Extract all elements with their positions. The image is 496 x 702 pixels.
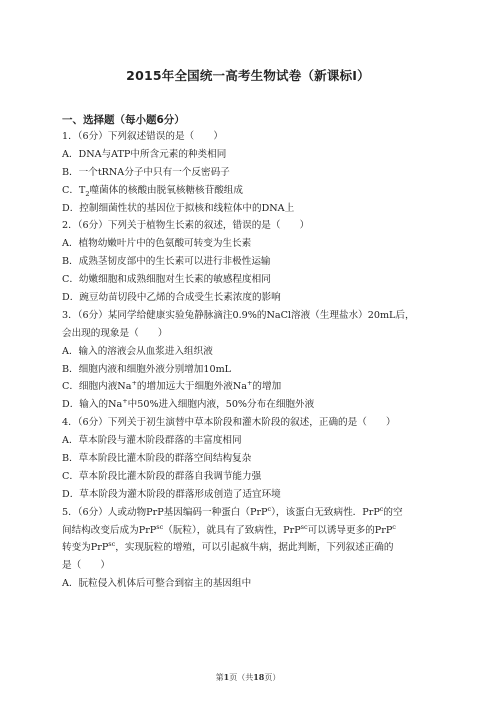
- line-fragment: A．草本阶段与灌木阶段群落的丰富度相同: [62, 435, 242, 447]
- section-heading: 一、选择题（每小题6分）: [62, 114, 185, 126]
- text-line-q5cont1: [62, 522, 434, 540]
- text-line-q5: [62, 504, 434, 522]
- text-line-q3cont: [62, 325, 434, 343]
- text-line-q3d: [62, 396, 434, 414]
- line-fragment: 是（ ）: [62, 560, 110, 572]
- text-line-q2: [62, 217, 434, 235]
- text-line-q1c_pre: [62, 182, 434, 200]
- line-fragment: sc: [300, 522, 308, 531]
- line-fragment: A．朊粒侵入机体后可整合到宿主的基因组中: [62, 578, 252, 590]
- text-line-q4b: [62, 450, 434, 468]
- line-fragment: +: [246, 379, 253, 388]
- line-fragment: 2: [85, 189, 90, 198]
- footer-prefix: 第: [215, 673, 224, 682]
- text-line-q4: [62, 414, 434, 432]
- line-fragment: 中50%进入细胞内液，50%分布在细胞外液: [127, 399, 315, 411]
- text-line-q4d: [62, 486, 434, 504]
- line-fragment: C．幼嫩细胞和成熟细胞对生长素的敏感程度相同: [62, 274, 271, 286]
- line-fragment: D．控制细菌性状的基因位于拟核和线粒体中的DNA上: [62, 202, 295, 214]
- text-line-q3c: [62, 378, 434, 396]
- line-fragment: C．细胞内液Na: [62, 381, 132, 393]
- line-fragment: c: [267, 504, 272, 513]
- line-fragment: 可以诱导更多的PrP: [307, 524, 393, 536]
- line-fragment: 间结构改变后成为PrP: [62, 524, 157, 536]
- line-fragment: c: [392, 522, 396, 531]
- line-fragment: sc: [156, 522, 164, 531]
- page-title: 2015年全国统一高考生物试卷（新课标Ⅰ）: [126, 68, 370, 83]
- text-line-q1d: [62, 200, 434, 218]
- line-fragment: ，实现朊粒的增殖，可以引起疯牛病，据此判断，下列叙述正确的: [115, 542, 394, 554]
- text-line-q3a: [62, 343, 434, 361]
- line-fragment: 5．（6分）人或动物PrP基因编码一种蛋白（PrP: [62, 506, 268, 518]
- line-fragment: 会出现的现象是（ ）: [62, 327, 168, 339]
- text-line-q1b: [62, 164, 434, 182]
- line-fragment: A．植物幼嫩叶片中的色氨酸可转变为生长素: [62, 238, 252, 250]
- line-fragment: C．T: [62, 184, 86, 196]
- line-fragment: B．一个tRNA分子中只有一个反密码子: [62, 166, 230, 178]
- line-fragment: B．草本阶段比灌木阶段的群落空间结构复杂: [62, 453, 252, 465]
- line-fragment: A．输入的溶液会从血浆进入组织液: [62, 345, 213, 357]
- line-fragment: ），该蛋白无致病性．PrP: [271, 506, 380, 518]
- line-fragment: （朊粒），就具有了致病性，PrP: [163, 524, 301, 536]
- text-line-q4a: [62, 432, 434, 450]
- text-line-q4c: [62, 468, 434, 486]
- line-fragment: sc: [108, 540, 116, 549]
- line-fragment: 4．（6分）下列关于初生演替中草本阶段和灌木阶段的叙述，正确的是（ ）: [62, 417, 396, 429]
- line-fragment: 的增加: [252, 381, 282, 393]
- footer-page-number: 1: [223, 672, 230, 682]
- line-fragment: D．豌豆幼苗切段中乙烯的合成受生长素浓度的影响: [62, 292, 281, 304]
- text-line-q2d: [62, 289, 434, 307]
- line-fragment: 1．（6分）下列叙述错误的是（ ）: [62, 131, 223, 142]
- line-fragment: 的增加远大于细胞外液Na: [136, 381, 247, 393]
- line-fragment: A．DNA与ATP中所含元素的种类相同: [62, 148, 227, 160]
- line-fragment: +: [122, 397, 128, 406]
- text-line-q2a: [62, 235, 434, 253]
- text-line-q2b: [62, 253, 434, 271]
- text-line-q1: [62, 128, 434, 146]
- footer-total-pages: 18: [253, 672, 265, 682]
- text-line-q5a: [62, 575, 434, 593]
- page-footer: [0, 672, 496, 683]
- text-line-q5cont2: [62, 539, 434, 557]
- line-fragment: 的空: [383, 506, 403, 518]
- line-fragment: B．细胞内液和细胞外液分别增加10mL: [62, 363, 232, 375]
- line-fragment: +: [131, 379, 137, 388]
- line-fragment: B．成熟茎韧皮部中的生长素可以进行非极性运输: [62, 256, 271, 268]
- text-line-q5cont3: [62, 557, 434, 575]
- line-fragment: C．草本阶段比灌木阶段的群落自我调节能力强: [62, 470, 262, 482]
- question-list: [62, 128, 434, 593]
- text-line-q2c: [62, 271, 434, 289]
- line-fragment: 转变为PrP: [62, 542, 109, 554]
- footer-middle: 页（共: [229, 673, 254, 682]
- text-line-q3b: [62, 361, 434, 379]
- text-line-q3: [62, 307, 434, 325]
- line-fragment: D．草本阶段为灌木阶段的群落形成创造了适宜环境: [62, 488, 281, 500]
- line-fragment: D．输入的Na: [62, 399, 123, 411]
- line-fragment: c: [379, 504, 384, 513]
- text-line-q1a: [62, 146, 434, 164]
- line-fragment: 3．（6分）某同学给健康实验兔静脉滴注0.9%的NaCl溶液（生理盐水）20mL后，: [62, 309, 415, 321]
- line-fragment: 噬菌体的核酸由脱氧核糖核苷酸组成: [89, 184, 243, 196]
- line-fragment: 2．（6分）下列关于植物生长素的叙述，错误的是（ ）: [62, 220, 310, 232]
- footer-suffix: 页）: [264, 673, 281, 682]
